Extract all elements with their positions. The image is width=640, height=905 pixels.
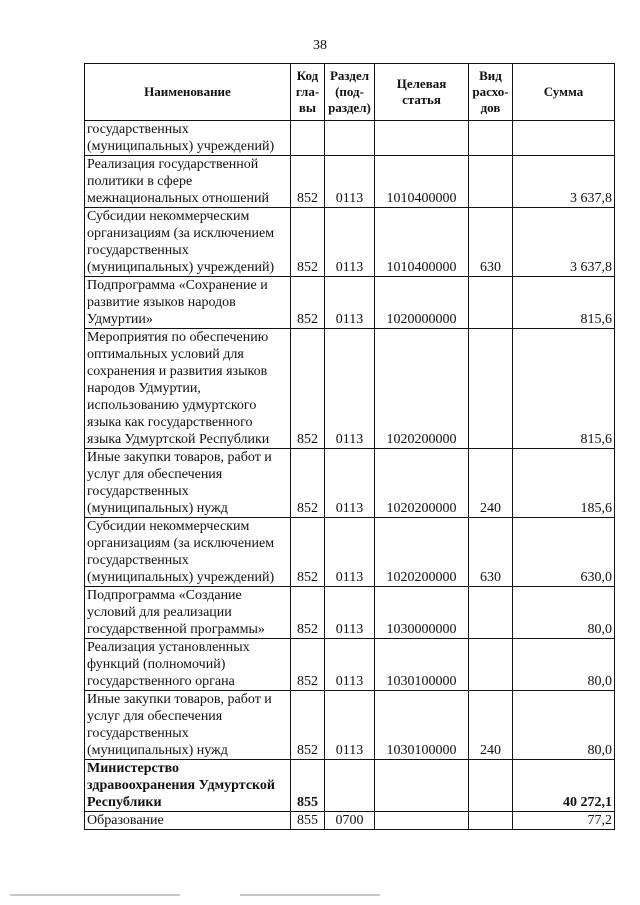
header-name: Наименование xyxy=(85,64,291,121)
row-name: Субсидии некоммерческим организациям (за исключением государственных (муниципальных) учреждений) xyxy=(85,208,291,277)
row-expense-type: 630 xyxy=(469,518,513,587)
row-target-article: 1020000000 xyxy=(375,277,469,329)
row-target-article xyxy=(375,812,469,830)
row-sum xyxy=(513,121,615,156)
row-target-article: 1010400000 xyxy=(375,208,469,277)
row-name: Иные закупки товаров, работ и услуг для обеспечения государственных (муниципальных) нужд xyxy=(85,449,291,518)
row-expense-type xyxy=(469,587,513,639)
row-sum: 185,6 xyxy=(513,449,615,518)
header-sum: Сумма xyxy=(513,64,615,121)
row-expense-type xyxy=(469,121,513,156)
table-row xyxy=(85,812,615,830)
row-chapter-code: 855 xyxy=(291,812,325,830)
row-name: Реализация государственной политики в сфере межнациональных отношений xyxy=(85,156,291,208)
table-row xyxy=(85,156,615,208)
table-row xyxy=(85,277,615,329)
table-row xyxy=(85,121,615,156)
row-sum: 815,6 xyxy=(513,277,615,329)
row-chapter-code: 852 xyxy=(291,277,325,329)
row-chapter-code: 852 xyxy=(291,208,325,277)
header-chapter-code: Код гла- вы xyxy=(291,64,325,121)
page-number: 38 xyxy=(313,38,327,53)
row-expense-type: 630 xyxy=(469,208,513,277)
row-expense-type xyxy=(469,277,513,329)
row-expense-type: 240 xyxy=(469,691,513,760)
row-section: 0700 xyxy=(325,812,375,830)
row-expense-type xyxy=(469,760,513,812)
row-sum: 77,2 xyxy=(513,812,615,830)
row-section: 0113 xyxy=(325,518,375,587)
table-header-row xyxy=(85,64,615,121)
row-chapter-code: 852 xyxy=(291,156,325,208)
table-row xyxy=(85,760,615,812)
table-row xyxy=(85,208,615,277)
scan-artifact xyxy=(10,894,180,896)
row-name: Субсидии некоммерческим организациям (за исключением государственных (муниципальных) учреждений) xyxy=(85,518,291,587)
row-name: Подпрограмма «Создание условий для реализации государственной программы» xyxy=(85,587,291,639)
row-chapter-code: 852 xyxy=(291,639,325,691)
row-name: Образование xyxy=(85,812,291,830)
row-target-article xyxy=(375,760,469,812)
row-sum: 630,0 xyxy=(513,518,615,587)
row-target-article: 1020200000 xyxy=(375,518,469,587)
header-expense-type: Вид расхо- дов xyxy=(469,64,513,121)
table-row xyxy=(85,518,615,587)
row-section: 0113 xyxy=(325,329,375,449)
row-chapter-code: 852 xyxy=(291,691,325,760)
budget-table xyxy=(84,63,615,830)
row-name: Министерство здравоохранения Удмуртской Республики xyxy=(85,760,291,812)
row-section xyxy=(325,760,375,812)
row-expense-type xyxy=(469,329,513,449)
row-expense-type xyxy=(469,812,513,830)
row-sum: 815,6 xyxy=(513,329,615,449)
row-sum: 80,0 xyxy=(513,691,615,760)
row-section: 0113 xyxy=(325,587,375,639)
row-name: Мероприятия по обеспечению оптимальных условий для сохранения и развития языков народов Удмуртии, использованию удмуртского языка как государственного языка Удмуртской Республики xyxy=(85,329,291,449)
row-target-article: 1030100000 xyxy=(375,691,469,760)
row-section: 0113 xyxy=(325,208,375,277)
row-target-article: 1030000000 xyxy=(375,587,469,639)
row-chapter-code xyxy=(291,121,325,156)
table-row xyxy=(85,691,615,760)
row-chapter-code: 852 xyxy=(291,518,325,587)
table-row xyxy=(85,329,615,449)
header-section: Раздел (под- раздел) xyxy=(325,64,375,121)
row-expense-type: 240 xyxy=(469,449,513,518)
row-section: 0113 xyxy=(325,691,375,760)
row-sum: 40 272,1 xyxy=(513,760,615,812)
row-sum: 80,0 xyxy=(513,587,615,639)
row-target-article: 1020200000 xyxy=(375,449,469,518)
row-name: государственных (муниципальных) учреждений) xyxy=(85,121,291,156)
row-chapter-code: 852 xyxy=(291,329,325,449)
row-name: Подпрограмма «Сохранение и развитие языков народов Удмуртии» xyxy=(85,277,291,329)
row-name: Иные закупки товаров, работ и услуг для обеспечения государственных (муниципальных) нужд xyxy=(85,691,291,760)
row-chapter-code: 852 xyxy=(291,587,325,639)
row-name: Реализация установленных функций (полномочий) государственного органа xyxy=(85,639,291,691)
row-sum: 3 637,8 xyxy=(513,208,615,277)
row-target-article: 1020200000 xyxy=(375,329,469,449)
row-sum: 80,0 xyxy=(513,639,615,691)
row-section: 0113 xyxy=(325,277,375,329)
row-chapter-code: 855 xyxy=(291,760,325,812)
row-chapter-code: 852 xyxy=(291,449,325,518)
row-sum: 3 637,8 xyxy=(513,156,615,208)
table-row xyxy=(85,587,615,639)
row-section: 0113 xyxy=(325,156,375,208)
table-row xyxy=(85,449,615,518)
row-target-article: 1010400000 xyxy=(375,156,469,208)
header-target-article: Целевая статья xyxy=(375,64,469,121)
row-target-article: 1030100000 xyxy=(375,639,469,691)
scan-artifact xyxy=(240,894,380,896)
table-row xyxy=(85,639,615,691)
row-section: 0113 xyxy=(325,449,375,518)
row-expense-type xyxy=(469,156,513,208)
row-section: 0113 xyxy=(325,639,375,691)
row-section xyxy=(325,121,375,156)
row-expense-type xyxy=(469,639,513,691)
row-target-article xyxy=(375,121,469,156)
